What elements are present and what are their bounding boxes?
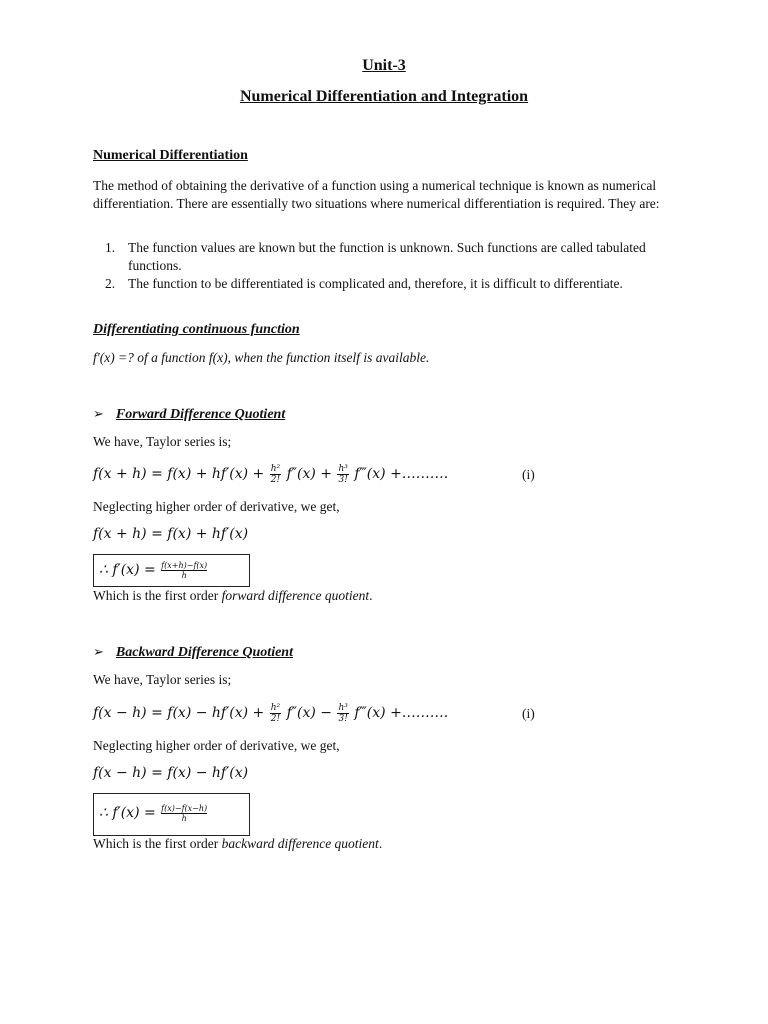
arrow-bullet-icon: ➢: [93, 644, 104, 659]
fraction: [270, 703, 281, 724]
forward-conclusion: [93, 587, 372, 605]
equation-part: ∴ f′(x) =: [99, 562, 156, 578]
conclusion-text: Which is the first order: [93, 836, 222, 851]
fraction-denominator: 2!: [270, 474, 281, 485]
equation-number: (i): [522, 706, 535, 721]
forward-taylor-intro: We have, Taylor series is;: [93, 434, 232, 449]
list-text: The function to be differentiated is complicated and, therefore, it is difficult to differentiate.: [128, 276, 623, 291]
forward-result-box: [93, 554, 250, 587]
forward-heading-row: [93, 405, 285, 423]
backward-taylor-intro: We have, Taylor series is;: [93, 672, 232, 687]
forward-approx-equation: f(x + h) = f(x) + hf′(x): [93, 526, 249, 542]
conclusion-emphasis: forward difference quotient: [221, 588, 370, 603]
backward-conclusion: [93, 835, 382, 853]
list-text: The function values are known but the function is unknown. Such functions are called tabulated functions.: [128, 240, 646, 273]
fraction-numerator: h³: [338, 702, 348, 713]
equation-part: f(x + h) = f(x) + hf′(x) +: [93, 466, 265, 482]
fraction: [337, 464, 348, 485]
unit-heading: Unit-3: [362, 57, 406, 74]
fraction-denominator: h: [181, 813, 187, 823]
fraction-numerator: f(x+h)−f(x): [161, 560, 208, 570]
forward-result-equation: [99, 559, 208, 581]
backward-approx-equation: f(x − h) = f(x) − hf′(x): [93, 765, 249, 781]
fraction-numerator: h³: [338, 463, 348, 474]
fraction-denominator: h: [181, 570, 187, 580]
list-number: 1.: [105, 240, 116, 255]
backward-neglect-text: Neglecting higher order of derivative, we get,: [93, 738, 340, 753]
forward-heading: Forward Difference Quotient: [115, 407, 286, 422]
conclusion-text: Which is the first order: [93, 588, 222, 603]
intro-paragraph: The method of obtaining the derivative of a function using a numerical technique is known as numerical differentiation. There are essentially two situations where numerical differentiation is required. They are:: [93, 178, 660, 211]
backward-result-box: [93, 793, 250, 836]
equation-part: ∴ f′(x) =: [99, 805, 156, 821]
continuous-statement: f′(x) =? of a function f(x), when the function itself is available.: [93, 350, 430, 365]
equation-part: f(x − h) = f(x) − hf′(x) +: [93, 705, 265, 721]
backward-taylor-equation: [93, 700, 448, 726]
backward-heading: Backward Difference Quotient: [115, 645, 293, 660]
fraction: [161, 804, 207, 823]
page-title: Numerical Differentiation and Integration: [239, 88, 529, 105]
forward-taylor-equation: [93, 461, 448, 487]
fraction: [161, 561, 207, 580]
list-item: [105, 239, 685, 275]
arrow-bullet-icon: ➢: [93, 406, 104, 421]
backward-heading-row: [93, 643, 293, 661]
situations-list: [105, 239, 685, 293]
list-item: [105, 275, 685, 293]
forward-neglect-text: Neglecting higher order of derivative, we get,: [93, 499, 340, 514]
fraction-numerator: f(x)−f(x−h): [161, 803, 208, 813]
equation-part: f‴(x) +……….: [354, 466, 449, 482]
fraction: [270, 464, 281, 485]
fraction: [337, 703, 348, 724]
equation-part: f‴(x) +……….: [354, 705, 449, 721]
list-number: 2.: [105, 276, 116, 291]
equation-part: f″(x) +: [286, 466, 333, 482]
conclusion-end: .: [369, 588, 373, 603]
fraction-denominator: 3!: [338, 474, 348, 485]
equation-number: (i): [522, 467, 535, 482]
fraction-denominator: 2!: [270, 713, 281, 724]
fraction-numerator: h²: [270, 702, 281, 713]
backward-result-equation: [99, 802, 208, 824]
equation-part: f″(x) −: [286, 705, 333, 721]
section-heading-continuous: Differentiating continuous function: [93, 322, 300, 337]
conclusion-end: .: [378, 836, 383, 851]
fraction-denominator: 3!: [338, 713, 348, 724]
section-heading-numerical-differentiation: Numerical Differentiation: [93, 148, 248, 163]
fraction-numerator: h²: [270, 463, 281, 474]
conclusion-emphasis: backward difference quotient: [221, 836, 379, 851]
